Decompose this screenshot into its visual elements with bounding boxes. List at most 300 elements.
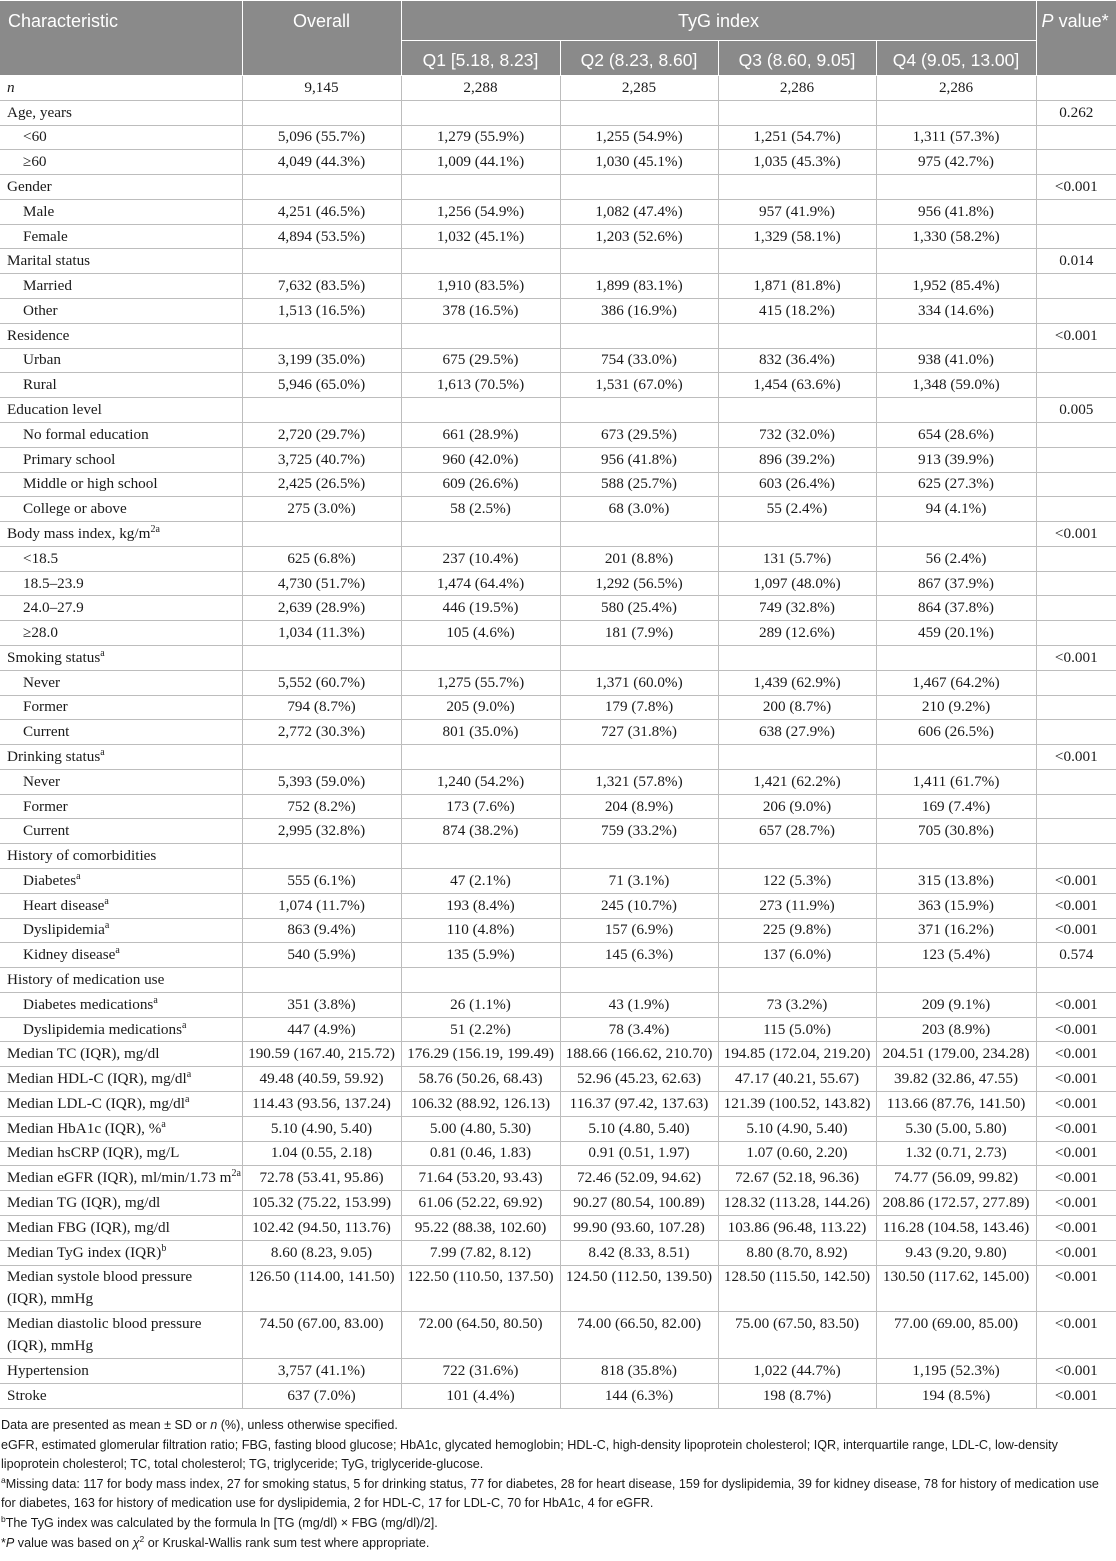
- q1-cell: 1,275 (55.7%): [401, 670, 560, 695]
- footnote-text: Missing data: 117 for body mass index, 27 for smoking status, 5 for drinking status, 77 for diabetes, 28 for heart disease, 159 for dyslipidemia, 39 for kidney disease, 78 for history of medication use for diabetes, 163 for history of medication use for dyslipidemia, 2 for HDL-C, 17 for LDL-C, 70 for HbA1c, 4 for eGFR.: [1, 1476, 1099, 1511]
- row-label-text: Never: [23, 673, 61, 691]
- q2-cell: 1,292 (56.5%): [560, 571, 718, 596]
- overall-cell: 7,632 (83.5%): [242, 274, 401, 299]
- q2-cell: 673 (29.5%): [560, 422, 718, 447]
- q4-cell: 5.30 (5.00, 5.80): [876, 1116, 1036, 1141]
- overall-cell: 1,034 (11.3%): [242, 621, 401, 646]
- q3-cell: 55 (2.4%): [718, 497, 876, 522]
- footnote-text: Data are presented as mean ± SD or: [1, 1418, 211, 1432]
- overall-cell: 1.04 (0.55, 2.18): [242, 1141, 401, 1166]
- q3-cell: [718, 745, 876, 770]
- q1-cell: [401, 745, 560, 770]
- q4-cell: 116.28 (104.58, 143.46): [876, 1215, 1036, 1240]
- q1-cell: 237 (10.4%): [401, 546, 560, 571]
- row-label-text: Median HbA1c (IQR), %: [7, 1119, 162, 1137]
- q4-cell: [876, 645, 1036, 670]
- q2-cell: 2,285: [560, 76, 718, 101]
- table-row: [0, 1116, 1116, 1141]
- q1-cell: 609 (26.6%): [401, 472, 560, 497]
- p-value-cell: [1036, 769, 1116, 794]
- row-label-text: Median systole blood pressure (IQR), mmHg: [7, 1268, 193, 1308]
- q4-cell: 606 (26.5%): [876, 720, 1036, 745]
- q3-cell: 2,286: [718, 76, 876, 101]
- row-label-text: Other: [23, 301, 58, 319]
- q4-cell: [876, 844, 1036, 869]
- overall-cell: 4,049 (44.3%): [242, 150, 401, 175]
- q3-cell: 121.39 (100.52, 143.82): [718, 1092, 876, 1117]
- q3-cell: 131 (5.7%): [718, 546, 876, 571]
- table-row: [0, 1067, 1116, 1092]
- q3-cell: [718, 645, 876, 670]
- table-row: [0, 348, 1116, 373]
- row-label-cell: [0, 497, 242, 522]
- q4-cell: 913 (39.9%): [876, 447, 1036, 472]
- q3-cell: 732 (32.0%): [718, 422, 876, 447]
- row-label-text: Former: [23, 797, 68, 815]
- row-label-text: Residence: [7, 326, 70, 344]
- q4-cell: 625 (27.3%): [876, 472, 1036, 497]
- row-label: [7, 178, 52, 195]
- p-value-cell: <0.001: [1036, 522, 1116, 547]
- q3-cell: 896 (39.2%): [718, 447, 876, 472]
- q1-cell: 47 (2.1%): [401, 869, 560, 894]
- p-value-cell: 0.005: [1036, 398, 1116, 423]
- q2-cell: 179 (7.8%): [560, 695, 718, 720]
- footnote-text: P: [5, 1535, 15, 1550]
- q2-cell: 71 (3.1%): [560, 869, 718, 894]
- q2-cell: 157 (6.9%): [560, 918, 718, 943]
- p-value-cell: [1036, 844, 1116, 869]
- overall-cell: 752 (8.2%): [242, 794, 401, 819]
- row-label-cell: [0, 373, 242, 398]
- row-label-cell: [0, 299, 242, 324]
- row-label: [23, 1021, 186, 1038]
- q1-cell: 105 (4.6%): [401, 621, 560, 646]
- row-label-text: Drinking status: [7, 747, 101, 765]
- row-label-cell: [0, 745, 242, 770]
- q1-cell: [401, 645, 560, 670]
- q2-cell: 74.00 (66.50, 82.00): [560, 1312, 718, 1359]
- q4-cell: 1,311 (57.3%): [876, 125, 1036, 150]
- row-label: [7, 79, 15, 96]
- row-label: [7, 252, 90, 269]
- table-row: [0, 125, 1116, 150]
- q2-cell: 99.90 (93.60, 107.28): [560, 1215, 718, 1240]
- row-label: [23, 897, 109, 914]
- q1-cell: 71.64 (53.20, 93.43): [401, 1166, 560, 1191]
- p-value-cell: <0.001: [1036, 645, 1116, 670]
- row-label: [23, 599, 84, 616]
- q1-cell: [401, 100, 560, 125]
- table-row: [0, 670, 1116, 695]
- table-row: [0, 720, 1116, 745]
- row-label-cell: [0, 125, 242, 150]
- table-row: [0, 745, 1116, 770]
- q3-cell: 603 (26.4%): [718, 472, 876, 497]
- q4-cell: [876, 100, 1036, 125]
- row-label: [7, 971, 164, 988]
- overall-cell: 3,757 (41.1%): [242, 1359, 401, 1384]
- row-label-text: Former: [23, 698, 68, 716]
- row-label-cell: [0, 769, 242, 794]
- row-label-text: Median TyG index (IQR): [7, 1243, 162, 1261]
- q2-cell: 818 (35.8%): [560, 1359, 718, 1384]
- row-label-cell: [0, 422, 242, 447]
- table-row: [0, 695, 1116, 720]
- q4-cell: 9.43 (9.20, 9.80): [876, 1240, 1036, 1265]
- row-label: [7, 1144, 179, 1161]
- table-row: [0, 1092, 1116, 1117]
- q3-cell: 1,329 (58.1%): [718, 224, 876, 249]
- row-label-text: Married: [23, 277, 72, 295]
- p-value-cell: [1036, 224, 1116, 249]
- p-value-cell: <0.001: [1036, 1383, 1116, 1408]
- q2-cell: 588 (25.7%): [560, 472, 718, 497]
- q4-cell: 956 (41.8%): [876, 199, 1036, 224]
- row-label-cell: [0, 1240, 242, 1265]
- q1-cell: 1,613 (70.5%): [401, 373, 560, 398]
- q1-cell: 722 (31.6%): [401, 1359, 560, 1384]
- footnote-text: *: [1, 1535, 6, 1550]
- q2-cell: 0.91 (0.51, 1.97): [560, 1141, 718, 1166]
- q2-cell: 204 (8.9%): [560, 794, 718, 819]
- row-label-text: <18.5: [23, 549, 59, 567]
- row-label-cell: [0, 1312, 242, 1359]
- q1-cell: 72.00 (64.50, 80.50): [401, 1312, 560, 1359]
- row-label-cell: [0, 869, 242, 894]
- row-label: [7, 748, 105, 765]
- p-value-cell: [1036, 472, 1116, 497]
- table-row: [0, 546, 1116, 571]
- q3-cell: 1.07 (0.60, 2.20): [718, 1141, 876, 1166]
- q1-cell: 1,240 (54.2%): [401, 769, 560, 794]
- q2-cell: 72.46 (52.09, 94.62): [560, 1166, 718, 1191]
- q3-cell: 198 (8.7%): [718, 1383, 876, 1408]
- footnote-marker: a: [115, 945, 120, 957]
- overall-cell: [242, 398, 401, 423]
- q3-cell: 73 (3.2%): [718, 992, 876, 1017]
- row-label-text: Median TC (IQR), mg/dl: [7, 1045, 160, 1063]
- row-label-text: Smoking status: [7, 648, 101, 666]
- row-label: [7, 1313, 213, 1357]
- q1-cell: 58 (2.5%): [401, 497, 560, 522]
- footnote-text: χ: [132, 1535, 140, 1550]
- row-label-text: Dyslipidemia: [23, 921, 105, 939]
- p-value-cell: 0.014: [1036, 249, 1116, 274]
- p-value-cell: <0.001: [1036, 918, 1116, 943]
- row-label: [7, 649, 105, 666]
- row-label-cell: [0, 819, 242, 844]
- row-label-cell: [0, 695, 242, 720]
- row-label-cell: [0, 596, 242, 621]
- q3-cell: [718, 323, 876, 348]
- q2-cell: 78 (3.4%): [560, 1017, 718, 1042]
- row-label-cell: [0, 645, 242, 670]
- row-label-cell: [0, 720, 242, 745]
- q1-cell: 51 (2.2%): [401, 1017, 560, 1042]
- row-label-cell: [0, 1092, 242, 1117]
- overall-cell: 351 (3.8%): [242, 992, 401, 1017]
- table-row: [0, 274, 1116, 299]
- row-label-cell: [0, 918, 242, 943]
- q4-cell: 169 (7.4%): [876, 794, 1036, 819]
- p-value-cell: [1036, 596, 1116, 621]
- row-label-text: Dyslipidemia medications: [23, 1020, 183, 1038]
- q1-cell: [401, 522, 560, 547]
- footnote-text: The TyG index was calculated by the formula ln [TG (mg/dl) × FBG (mg/dl)/2].: [5, 1515, 438, 1530]
- row-label-cell: [0, 1265, 242, 1312]
- q4-cell: 654 (28.6%): [876, 422, 1036, 447]
- q1-cell: [401, 844, 560, 869]
- q2-cell: 956 (41.8%): [560, 447, 718, 472]
- q2-cell: 201 (8.8%): [560, 546, 718, 571]
- p-value-cell: <0.001: [1036, 869, 1116, 894]
- q4-cell: 1,411 (61.7%): [876, 769, 1036, 794]
- table-row: [0, 522, 1116, 547]
- table-row: [0, 422, 1116, 447]
- table-row: [0, 819, 1116, 844]
- footnote-marker: a: [76, 870, 81, 882]
- footnote-text: value was based on: [14, 1535, 133, 1550]
- table-row: [0, 1359, 1116, 1384]
- q4-cell: [876, 398, 1036, 423]
- q2-cell: 52.96 (45.23, 62.63): [560, 1067, 718, 1092]
- row-label-text: Diabetes: [23, 871, 77, 889]
- q1-cell: 205 (9.0%): [401, 695, 560, 720]
- q2-cell: [560, 844, 718, 869]
- row-label-cell: [0, 76, 242, 101]
- q2-cell: 727 (31.8%): [560, 720, 718, 745]
- q4-cell: 56 (2.4%): [876, 546, 1036, 571]
- row-label-text: History of medication use: [7, 971, 165, 989]
- overall-cell: 3,199 (35.0%): [242, 348, 401, 373]
- row-label: [7, 1169, 241, 1186]
- row-label: [23, 128, 47, 145]
- q1-cell: 801 (35.0%): [401, 720, 560, 745]
- overall-cell: 49.48 (40.59, 59.92): [242, 1067, 401, 1092]
- q2-cell: 43 (1.9%): [560, 992, 718, 1017]
- q1-cell: 1,910 (83.5%): [401, 274, 560, 299]
- row-label-text: Kidney disease: [23, 946, 116, 964]
- q1-cell: 0.81 (0.46, 1.83): [401, 1141, 560, 1166]
- row-label: [7, 1387, 47, 1404]
- row-label-text: Never: [23, 772, 61, 790]
- table-row: [0, 323, 1116, 348]
- overall-cell: [242, 175, 401, 200]
- row-label: [7, 1244, 166, 1261]
- q2-cell: 1,321 (57.8%): [560, 769, 718, 794]
- row-label-cell: [0, 943, 242, 968]
- q4-cell: 334 (14.6%): [876, 299, 1036, 324]
- footnote-text: (%), unless otherwise specified.: [217, 1418, 398, 1432]
- q2-cell: [560, 175, 718, 200]
- row-label: [23, 302, 58, 319]
- q2-cell: 188.66 (166.62, 210.70): [560, 1042, 718, 1067]
- q2-cell: 1,899 (83.1%): [560, 274, 718, 299]
- row-label: [23, 921, 109, 938]
- table-row: [0, 1265, 1116, 1312]
- row-label: [7, 1362, 89, 1379]
- table-row: [0, 1240, 1116, 1265]
- q2-cell: 1,082 (47.4%): [560, 199, 718, 224]
- q1-cell: [401, 175, 560, 200]
- footnote-text: a: [1, 1474, 6, 1485]
- footnote-marker: a: [153, 994, 158, 1006]
- row-label-cell: [0, 1166, 242, 1191]
- overall-cell: 4,730 (51.7%): [242, 571, 401, 596]
- q3-cell: 128.50 (115.50, 142.50): [718, 1265, 876, 1312]
- table-footnotes: [0, 1416, 1113, 1553]
- row-label-cell: [0, 224, 242, 249]
- q2-cell: 90.27 (80.54, 100.89): [560, 1191, 718, 1216]
- row-label: [7, 327, 69, 344]
- overall-cell: 5,096 (55.7%): [242, 125, 401, 150]
- row-label-cell: [0, 1383, 242, 1408]
- q4-cell: 210 (9.2%): [876, 695, 1036, 720]
- q1-cell: 122.50 (110.50, 137.50): [401, 1265, 560, 1312]
- q1-cell: 1,256 (54.9%): [401, 199, 560, 224]
- q4-cell: 74.77 (56.09, 99.82): [876, 1166, 1036, 1191]
- q1-cell: 135 (5.9%): [401, 943, 560, 968]
- table-row: [0, 497, 1116, 522]
- table-row: [0, 869, 1116, 894]
- q4-cell: [876, 968, 1036, 993]
- q4-cell: 1,348 (59.0%): [876, 373, 1036, 398]
- table-row: [0, 893, 1116, 918]
- row-label-text: Urban: [23, 351, 61, 369]
- q3-cell: 1,251 (54.7%): [718, 125, 876, 150]
- footnote-marker: a: [100, 647, 105, 659]
- q1-cell: 26 (1.1%): [401, 992, 560, 1017]
- p-value-cell: [1036, 968, 1116, 993]
- overall-cell: 9,145: [242, 76, 401, 101]
- row-label-text: Current: [23, 822, 70, 840]
- q2-cell: [560, 745, 718, 770]
- row-label: [23, 624, 58, 641]
- overall-cell: 625 (6.8%): [242, 546, 401, 571]
- table-row: [0, 249, 1116, 274]
- q4-cell: 123 (5.4%): [876, 943, 1036, 968]
- row-label-cell: [0, 794, 242, 819]
- q2-cell: 8.42 (8.33, 8.51): [560, 1240, 718, 1265]
- q1-cell: 675 (29.5%): [401, 348, 560, 373]
- header-row-1: [0, 1, 1116, 41]
- q3-cell: 115 (5.0%): [718, 1017, 876, 1042]
- row-label: [23, 698, 68, 715]
- row-label: [23, 228, 68, 245]
- p-value-cell: [1036, 422, 1116, 447]
- row-label-cell: [0, 175, 242, 200]
- table-row: [0, 1017, 1116, 1042]
- row-label: [23, 996, 158, 1013]
- q2-cell: [560, 398, 718, 423]
- p-value-cell: [1036, 571, 1116, 596]
- row-label: [23, 203, 54, 220]
- row-label: [7, 401, 102, 418]
- p-value-cell: <0.001: [1036, 1215, 1116, 1240]
- row-label-cell: [0, 1116, 242, 1141]
- overall-cell: 2,425 (26.5%): [242, 472, 401, 497]
- row-label-cell: [0, 274, 242, 299]
- overall-cell: 794 (8.7%): [242, 695, 401, 720]
- q2-cell: 1,531 (67.0%): [560, 373, 718, 398]
- q4-cell: 77.00 (69.00, 85.00): [876, 1312, 1036, 1359]
- table-row: [0, 150, 1116, 175]
- p-value-cell: <0.001: [1036, 1191, 1116, 1216]
- q1-cell: 960 (42.0%): [401, 447, 560, 472]
- q1-cell: 58.76 (50.26, 68.43): [401, 1067, 560, 1092]
- footnote-marker: b: [161, 1242, 167, 1254]
- row-label-cell: [0, 1359, 242, 1384]
- q4-cell: 194 (8.5%): [876, 1383, 1036, 1408]
- header-characteristic: Characteristic: [0, 1, 242, 76]
- q4-cell: 705 (30.8%): [876, 819, 1036, 844]
- overall-cell: 126.50 (114.00, 141.50): [242, 1265, 401, 1312]
- row-label: [23, 674, 60, 691]
- table-row: [0, 1042, 1116, 1067]
- q4-cell: 94 (4.1%): [876, 497, 1036, 522]
- p-value-cell: [1036, 819, 1116, 844]
- table-row: [0, 943, 1116, 968]
- q2-cell: [560, 323, 718, 348]
- p-value-cell: <0.001: [1036, 1166, 1116, 1191]
- q2-cell: [560, 968, 718, 993]
- q4-cell: [876, 249, 1036, 274]
- q1-cell: 1,009 (44.1%): [401, 150, 560, 175]
- q2-cell: 386 (16.9%): [560, 299, 718, 324]
- q4-cell: 938 (41.0%): [876, 348, 1036, 373]
- row-label-cell: [0, 992, 242, 1017]
- q4-cell: 130.50 (117.62, 145.00): [876, 1265, 1036, 1312]
- q2-cell: [560, 645, 718, 670]
- q2-cell: 181 (7.9%): [560, 621, 718, 646]
- row-label: [23, 376, 57, 393]
- q3-cell: 832 (36.4%): [718, 348, 876, 373]
- overall-cell: 555 (6.1%): [242, 869, 401, 894]
- header-p-letter: P: [1041, 11, 1054, 31]
- row-label-text: ≥60: [23, 153, 47, 171]
- table-row: [0, 1312, 1116, 1359]
- table-row: [0, 1141, 1116, 1166]
- row-label-text: 18.5–23.9: [23, 574, 84, 592]
- row-label-cell: [0, 1042, 242, 1067]
- q3-cell: 1,439 (62.9%): [718, 670, 876, 695]
- q4-cell: 867 (37.9%): [876, 571, 1036, 596]
- q3-cell: 122 (5.3%): [718, 869, 876, 894]
- q3-cell: 289 (12.6%): [718, 621, 876, 646]
- q2-cell: 245 (10.7%): [560, 893, 718, 918]
- row-label: [7, 1219, 170, 1236]
- q1-cell: 101 (4.4%): [401, 1383, 560, 1408]
- q1-cell: 378 (16.5%): [401, 299, 560, 324]
- row-label-cell: [0, 546, 242, 571]
- q1-cell: 1,474 (64.4%): [401, 571, 560, 596]
- table-row: [0, 794, 1116, 819]
- row-label-text: Median LDL-C (IQR), mg/dl: [7, 1094, 186, 1112]
- q1-cell: [401, 249, 560, 274]
- row-label-cell: [0, 199, 242, 224]
- q1-cell: 193 (8.4%): [401, 893, 560, 918]
- table-row: [0, 844, 1116, 869]
- header-p-rest: value*: [1053, 11, 1109, 31]
- p-value-cell: [1036, 670, 1116, 695]
- table-row: [0, 373, 1116, 398]
- row-label-cell: [0, 447, 242, 472]
- q1-cell: 95.22 (88.38, 102.60): [401, 1215, 560, 1240]
- row-label: [23, 773, 60, 790]
- table-row: [0, 76, 1116, 101]
- footnote: [1, 1436, 1113, 1475]
